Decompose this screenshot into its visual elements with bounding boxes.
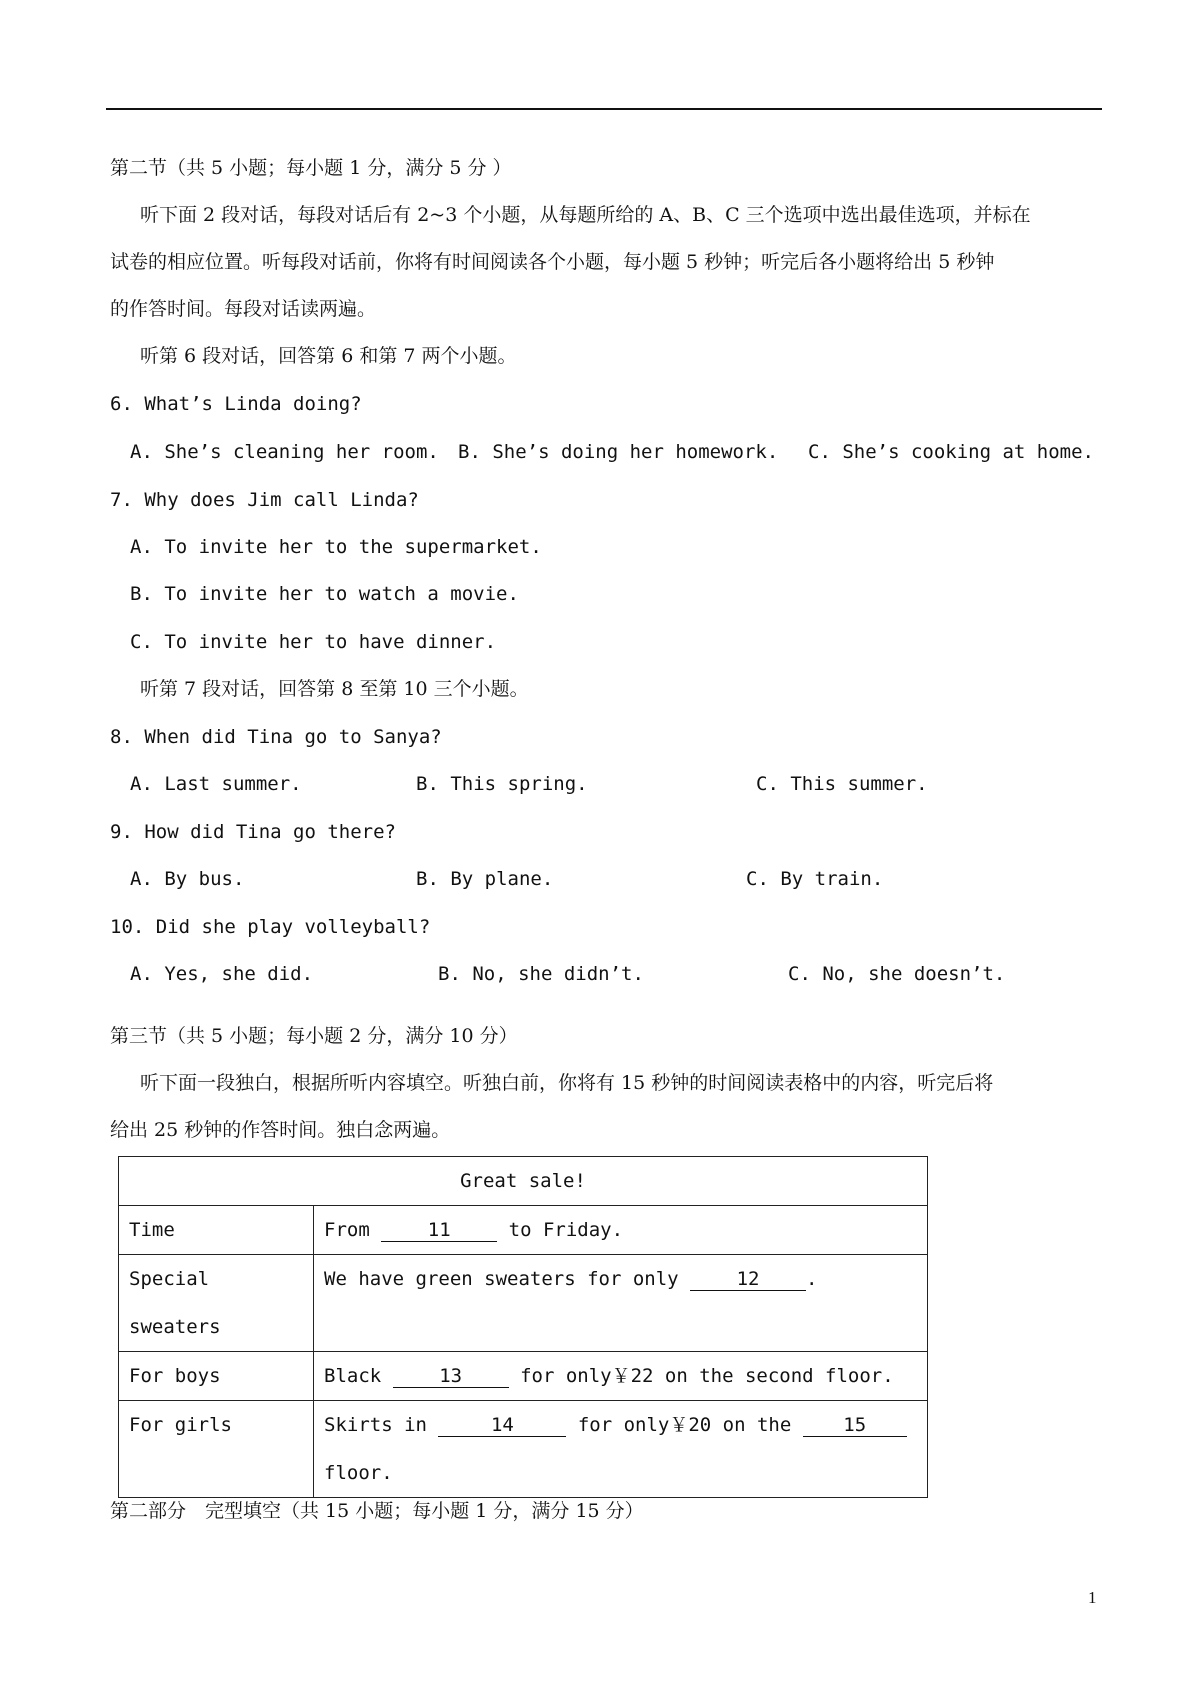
row-label-for-boys: For boys: [119, 1352, 314, 1401]
table-row: [119, 1206, 928, 1255]
blank-15: 15: [803, 1414, 907, 1437]
section2-heading: 第二节（共 5 小题；每小题 1 分，满分 5 分 ）: [110, 157, 512, 179]
question-10-option-a: A. Yes, she did.: [130, 963, 314, 985]
question-9-option-a: A. By bus.: [130, 868, 245, 890]
page-number: 1: [1088, 1588, 1097, 1607]
question-9-option-b: B. By plane.: [416, 868, 554, 890]
great-sale-table: [118, 1156, 928, 1498]
question-6-option-a: A. She’s cleaning her room.: [130, 441, 439, 463]
question-10: 10. Did she play volleyball?: [110, 916, 431, 938]
question-8-option-b: B. This spring.: [416, 773, 588, 795]
table-row: [119, 1401, 928, 1498]
row-value-special-sweaters: We have green sweaters for only 12 .: [314, 1255, 928, 1352]
section2-instruction-line1: 听下面 2 段对话，每段对话后有 2~3 个小题，从每题所给的 A、B、C 三个选项中选出最佳选项，并标在: [140, 204, 1031, 226]
question-8-option-a: A. Last summer.: [130, 773, 302, 795]
question-7-option-a: A. To invite her to the supermarket.: [130, 536, 542, 558]
question-9: 9. How did Tina go there?: [110, 821, 396, 843]
blank-11: 11: [381, 1219, 497, 1242]
section2-instruction-line3: 的作答时间。每段对话读两遍。: [110, 298, 377, 320]
blank-13: 13: [393, 1365, 509, 1388]
question-6-option-c: C. She’s cooking at home.: [808, 441, 1094, 463]
dialog6-instruction: 听第 6 段对话，回答第 6 和第 7 两个小题。: [140, 345, 517, 367]
row-label-time: Time: [119, 1206, 314, 1255]
table-row: [119, 1352, 928, 1401]
dialog7-instruction: 听第 7 段对话，回答第 8 至第 10 三个小题。: [140, 678, 529, 700]
row-label-special-sweaters: Special sweaters: [119, 1255, 314, 1352]
table-row: [119, 1255, 928, 1352]
blank-12: 12: [690, 1268, 806, 1291]
part2-heading: 第二部分 完型填空（共 15 小题；每小题 1 分，满分 15 分）: [110, 1500, 644, 1522]
question-9-option-c: C. By train.: [746, 868, 884, 890]
question-10-option-c: C. No, she doesn’t.: [788, 963, 1006, 985]
question-6: 6. What’s Linda doing?: [110, 393, 362, 415]
question-7-option-c: C. To invite her to have dinner.: [130, 631, 497, 653]
header-rule: [106, 108, 1102, 110]
section3-heading: 第三节（共 5 小题；每小题 2 分，满分 10 分）: [110, 1025, 518, 1047]
section3-instruction-line1: 听下面一段独白，根据所听内容填空。听独白前，你将有 15 秒钟的时间阅读表格中的内容，听完后将: [140, 1072, 994, 1094]
row-value-time: From 11 to Friday.: [314, 1206, 928, 1255]
question-7-option-b: B. To invite her to watch a movie.: [130, 583, 519, 605]
question-10-option-b: B. No, she didn’t.: [438, 963, 644, 985]
question-8: 8. When did Tina go to Sanya?: [110, 726, 442, 748]
section2-instruction-line2: 试卷的相应位置。听每段对话前，你将有时间阅读各个小题，每小题 5 秒钟；听完后各小题将给出 5 秒钟: [110, 251, 995, 273]
row-value-for-boys: Black 13 for only￥22 on the second floor.: [314, 1352, 928, 1401]
row-label-for-girls: For girls: [119, 1401, 314, 1498]
question-8-option-c: C. This summer.: [756, 773, 928, 795]
question-6-option-b: B. She’s doing her homework.: [458, 441, 779, 463]
question-7: 7. Why does Jim call Linda?: [110, 489, 419, 511]
section3-instruction-line2: 给出 25 秒钟的作答时间。独白念两遍。: [110, 1119, 451, 1141]
row-value-for-girls: Skirts in 14 for only￥20 on the 15 floor.: [314, 1401, 928, 1498]
blank-14: 14: [438, 1414, 566, 1437]
table-title: Great sale!: [119, 1157, 928, 1206]
